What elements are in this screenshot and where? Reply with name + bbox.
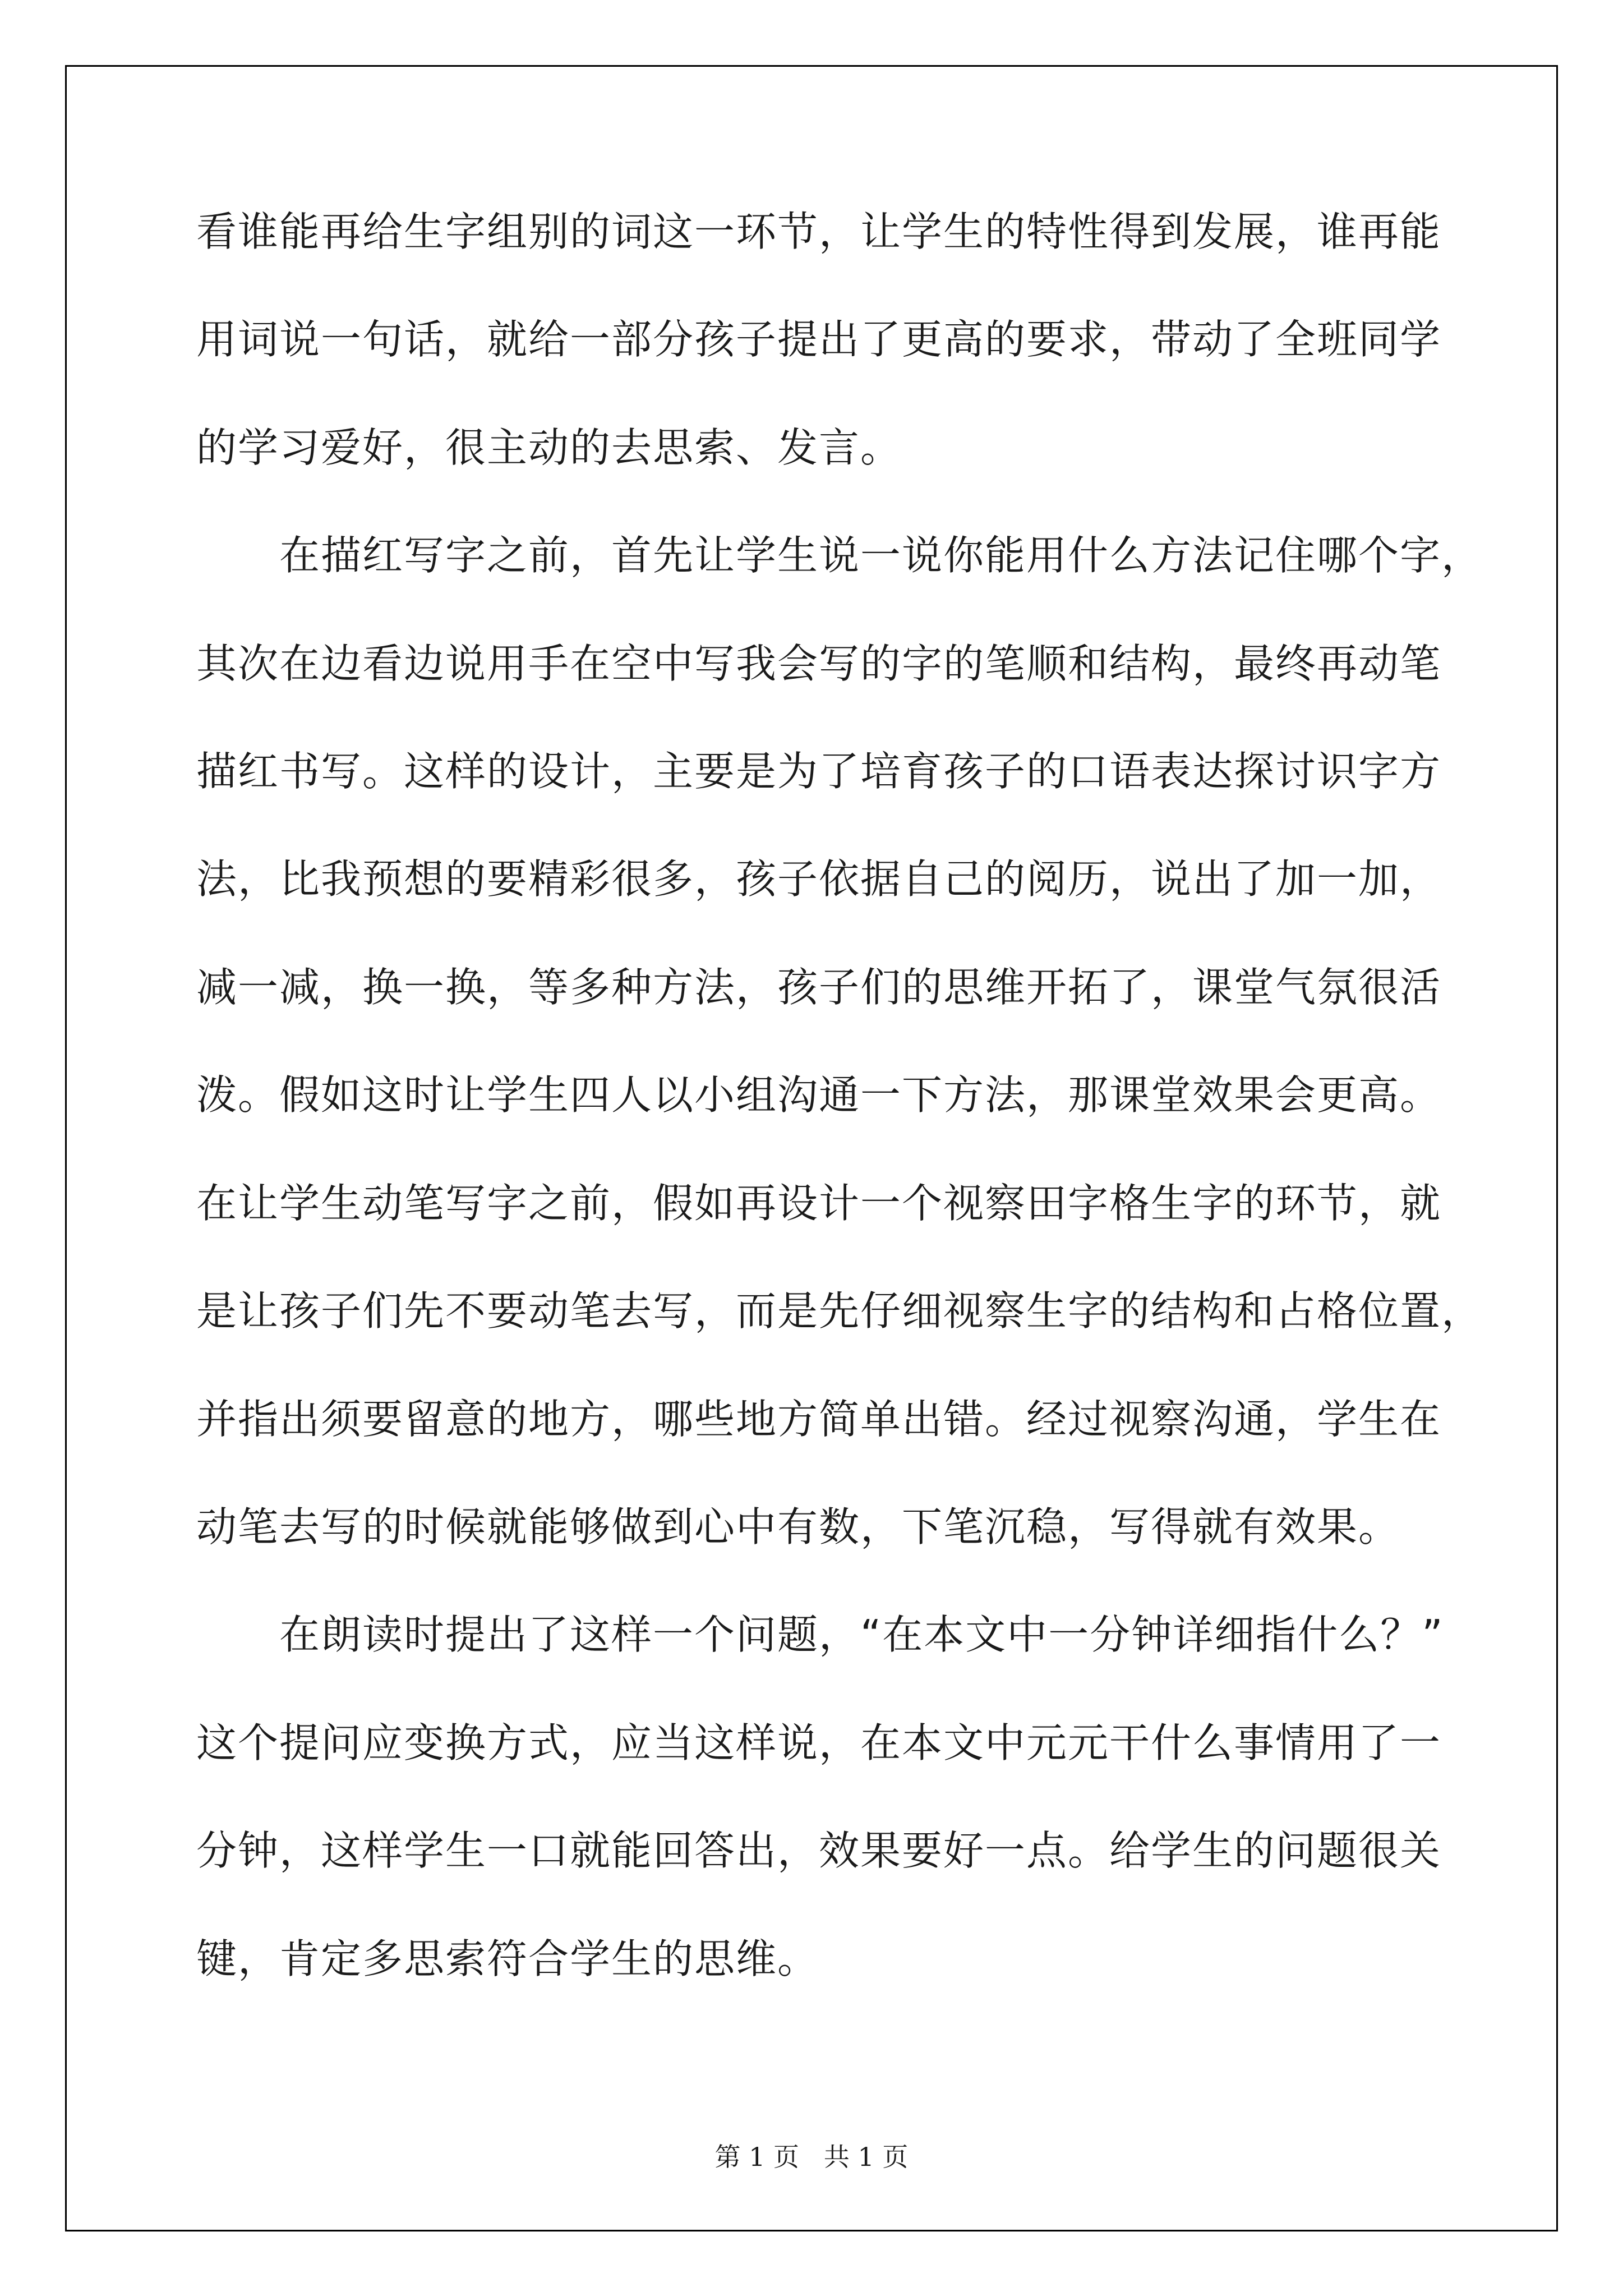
- text-line: 的学习爱好，很主动的去思索、发言。: [196, 424, 902, 471]
- text-line: 分钟，这样学生一口就能回答出，效果要好一点。给学生的问题很关: [196, 1827, 1442, 1874]
- text-line: 这个提问应变换方式，应当这样说，在本文中元元干什么事情用了一: [196, 1719, 1442, 1766]
- text-line: 在描红写字之前，首先让学生说一说你能用什么方法记住哪个字，: [196, 532, 1483, 579]
- text-line: 键，肯定多思索符合学生的思维。: [196, 1935, 819, 1982]
- text-line: 用词说一句话，就给一部分孩子提出了更高的要求，带动了全班同学: [196, 316, 1442, 363]
- text-line: 在朗读时提出了这样一个问题，“在本文中一分钟详细指什么？”: [196, 1611, 1444, 1658]
- text-line: 其次在边看边说用手在空中写我会写的字的笔顺和结构，最终再动笔: [196, 640, 1442, 687]
- text-line: 动笔去写的时候就能够做到心中有数，下笔沉稳，写得就有效果。: [196, 1503, 1400, 1550]
- text-line: 是让孩子们先不要动笔去写，而是先仔细视察生字的结构和占格位置，: [196, 1287, 1483, 1335]
- page-footer: 第 1 页 共 1 页: [714, 2142, 909, 2172]
- text-line: 法，比我预想的要精彩很多，孩子依据自己的阅历，说出了加一加，: [196, 855, 1442, 903]
- text-line: 减一减，换一换，等多种方法，孩子们的思维开拓了，课堂气氛很活: [196, 964, 1442, 1011]
- text-line: 泼。假如这时让学生四人以小组沟通一下方法，那课堂效果会更高。: [196, 1071, 1442, 1119]
- text-line: 并指出须要留意的地方，哪些地方简单出错。经过视察沟通，学生在: [196, 1396, 1442, 1443]
- text-line: 描红书写。这样的设计，主要是为了培育孩子的口语表达探讨识字方: [196, 748, 1442, 795]
- text-line: 看谁能再给生字组别的词这一环节，让学生的特性得到发展，谁再能: [196, 208, 1442, 255]
- text-line: 在让学生动笔写字之前，假如再设计一个视察田字格生字的环节，就: [196, 1180, 1442, 1227]
- page-border: [65, 65, 1558, 2231]
